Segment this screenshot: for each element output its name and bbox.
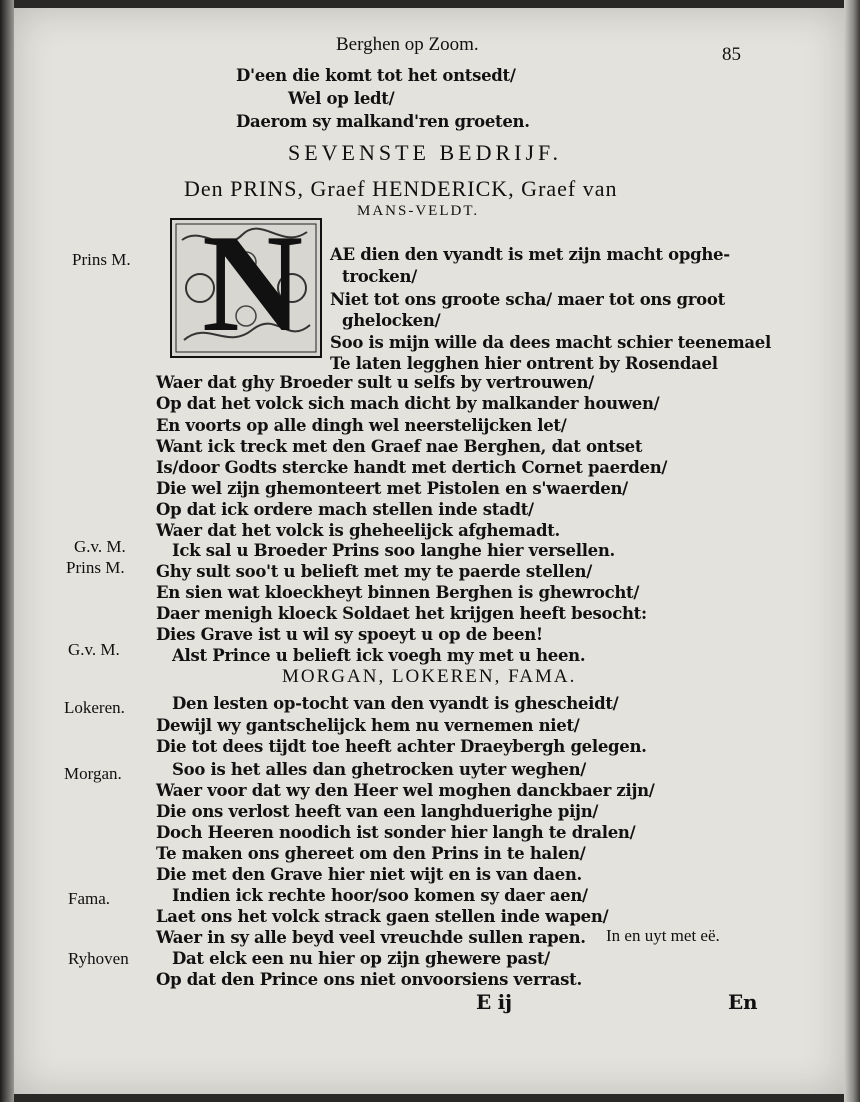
verse-line: Dies Grave ist u wil sy spoeyt u op de been! bbox=[156, 625, 543, 644]
verse-line: Waer in sy alle beyd veel vreuchde sullen rapen. bbox=[156, 928, 586, 947]
running-head: Berghen op Zoom. bbox=[336, 34, 479, 55]
verse-line: Op dat den Prince ons niet onvoorsiens verrast. bbox=[156, 970, 582, 989]
verse-line: Waer dat ghy Broeder sult u selfs by vertrouwen/ bbox=[156, 373, 594, 392]
speaker-prins: Prins M. bbox=[66, 558, 125, 577]
catchword: En bbox=[728, 990, 758, 1014]
verse-line: Dat elck een nu hier op zijn ghewere past/ bbox=[172, 949, 550, 968]
verse-line: AE dien den vyandt is met zijn macht opghe- bbox=[330, 245, 730, 264]
page-edge bbox=[844, 0, 860, 1102]
speaker-lokeren: Lokeren. bbox=[64, 698, 125, 717]
verse-line: Te laten legghen hier ontrent by Rosendael bbox=[330, 354, 718, 373]
verse-line: Die ons verlost heeft van een langhduerighe pijn/ bbox=[156, 802, 599, 821]
verse-line: Die met den Grave hier niet wijt en is van daen. bbox=[156, 865, 582, 884]
verse-line: Doch Heeren noodich ist sonder hier langh te dralen/ bbox=[156, 823, 636, 842]
opening-line-1: D'een die komt tot het ontsedt/ bbox=[236, 66, 516, 85]
verse-line: Ick sal u Broeder Prins soo langhe hier versellen. bbox=[172, 541, 616, 560]
verse-line: En voorts op alle dingh wel neerstelijcken let/ bbox=[156, 416, 567, 435]
verse-line: Den lesten op-tocht van den vyandt is ghescheidt/ bbox=[172, 694, 619, 713]
verse-line: Indien ick rechte hoor/soo komen sy daer aen/ bbox=[172, 886, 588, 905]
verse-line: Niet tot ons groote scha/ maer tot ons groot bbox=[330, 290, 725, 309]
speaker-prins: Prins M. bbox=[72, 250, 131, 269]
initial-letter: N bbox=[202, 206, 304, 361]
binding-shadow bbox=[0, 0, 14, 1102]
verse-line: Dewijl wy gantschelijck hem nu vernemen niet/ bbox=[156, 716, 580, 735]
scene-title: MORGAN, LOKEREN, FAMA. bbox=[282, 666, 577, 687]
verse-line: Te maken ons ghereet om den Prins in te halen/ bbox=[156, 844, 586, 863]
cast-line-1: Den PRINS, Graef HENDERICK, Graef van bbox=[184, 176, 618, 201]
stage-direction: In en uyt met eë. bbox=[606, 926, 720, 945]
speaker-fama: Fama. bbox=[68, 889, 111, 908]
speaker-gvm: G.v. M. bbox=[68, 640, 120, 659]
decorated-initial bbox=[170, 206, 322, 361]
verse-line: Op dat het volck sich mach dicht by malkander houwen/ bbox=[156, 394, 660, 413]
speaker-morgan: Morgan. bbox=[64, 764, 122, 783]
speaker-ryhoven: Ryhoven bbox=[68, 949, 129, 968]
verse-line: Die wel zijn ghemonteert met Pistolen en s'waerden/ bbox=[156, 479, 628, 498]
cast-line-2: MANS-VELDT. bbox=[357, 203, 480, 219]
verse-line: Laet ons het volck strack gaen stellen inde wapen/ bbox=[156, 907, 609, 926]
opening-line-3: Daerom sy malkand'ren groeten. bbox=[236, 112, 530, 131]
verse-line: Op dat ick ordere mach stellen inde stadt/ bbox=[156, 500, 534, 519]
verse-line: Waer voor dat wy den Heer wel moghen danckbaer zijn/ bbox=[156, 781, 655, 800]
verse-line: Daer menigh kloeck Soldaet het krijgen heeft besocht: bbox=[156, 604, 647, 623]
verse-line: Alst Prince u belieft ick voegh my met u heen. bbox=[172, 646, 586, 665]
signature-mark: E ij bbox=[476, 990, 512, 1014]
verse-line: Is/door Godts stercke handt met dertich Cornet paerden/ bbox=[156, 458, 668, 477]
speaker-gvm: G.v. M. bbox=[74, 537, 126, 556]
verse-line: Soo is het alles dan ghetrocken uyter weghen/ bbox=[172, 760, 587, 779]
page-number: 85 bbox=[722, 44, 741, 65]
verse-line: Soo is mijn wille da dees macht schier teenemael bbox=[330, 333, 771, 352]
verse-line: En sien wat kloeckheyt binnen Berghen is ghewrocht/ bbox=[156, 583, 640, 602]
verse-line: Ghy sult soo't u belieft met my te paerde stellen/ bbox=[156, 562, 592, 581]
opening-line-2: Wel op ledt/ bbox=[288, 89, 395, 108]
verse-line: trocken/ bbox=[342, 267, 417, 286]
verse-line: ghelocken/ bbox=[342, 311, 441, 330]
verse-line: Die tot dees tijdt toe heeft achter Draeybergh gelegen. bbox=[156, 737, 647, 756]
verse-line: Waer dat het volck is gheheelijck afghemadt. bbox=[156, 521, 560, 540]
verse-line: Want ick treck met den Graef nae Berghen, dat ontset bbox=[156, 437, 643, 456]
act-title: SEVENSTE BEDRIJF. bbox=[288, 140, 563, 165]
